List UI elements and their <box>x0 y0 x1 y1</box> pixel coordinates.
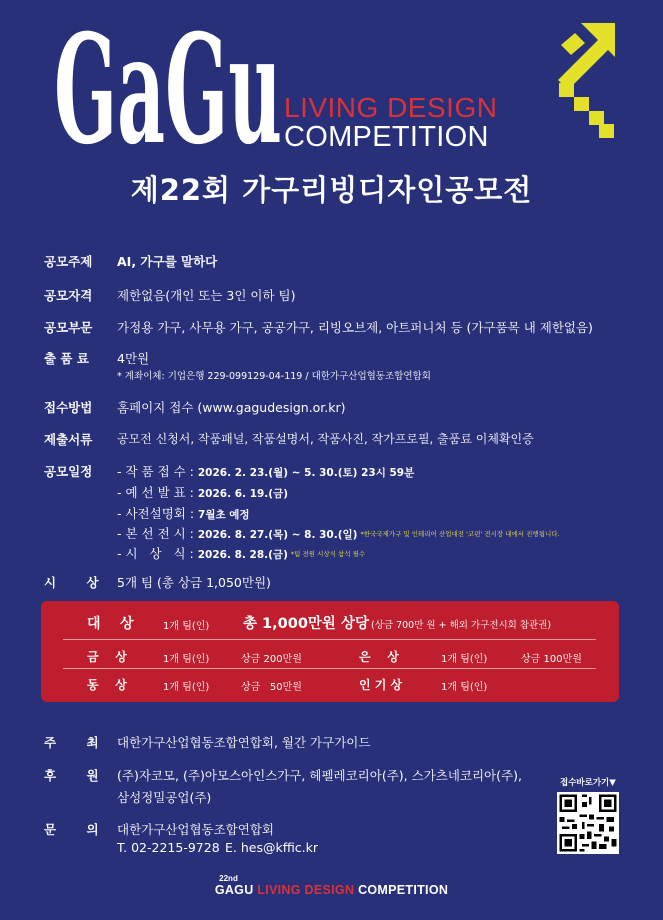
prize-grand-amount: 총 1,000만원 상당 <box>243 616 369 632</box>
value-theme: AI, 가구를 말하다 <box>117 254 218 269</box>
schedule-item: - 예 선 발 표 : 2026. 6. 19.(금) <box>117 485 289 500</box>
divider <box>63 639 596 640</box>
schedule-item: - 작 품 접 수 : 2026. 2. 23.(월) ~ 5. 30.(토) 23시 59분 <box>117 464 415 479</box>
label-organizer: 주 최 <box>44 735 99 750</box>
label-contact: 문 의 <box>44 822 99 837</box>
page-title: 제22회 가구리빙디자인공모전 <box>130 173 533 207</box>
prize-grand-detail: (상금 700만 원 + 해외 가구전시회 참관권) <box>371 620 552 631</box>
prize-popular-teams: 1개 팀(인) <box>441 682 488 693</box>
value-contact-email: E. hes@kffic.kr <box>225 840 319 855</box>
value-documents: 공모전 신청서, 작품패널, 작품설명서, 작품사진, 작가프로필, 출품료 이체확인증 <box>117 432 534 446</box>
footer <box>0 874 663 897</box>
svg-text:GaGu: GaGu <box>54 14 282 154</box>
value-awards: 5개 팀 (총 상금 1,050만원) <box>117 575 271 590</box>
gagu-logo-wordmark <box>54 14 284 154</box>
prize-grand-name: 대 상 <box>87 616 134 632</box>
prize-popular-name: 인 기 상 <box>359 678 403 692</box>
fee-account-note: * 계좌이체: 기업은행 229-099129-04-119 / 대한가구산업협동조합연합회 <box>117 371 431 382</box>
arrow-icon <box>553 23 615 138</box>
label-category: 공모부문 <box>44 320 93 335</box>
prize-gold-teams: 1개 팀(인) <box>163 654 210 665</box>
footer-living-design: LIVING DESIGN <box>257 883 355 897</box>
prize-silver-amount: 상금 100만원 <box>521 654 582 665</box>
value-method: 홈페이지 접수 (www.gagudesign.or.kr) <box>117 400 346 415</box>
prize-gold-name: 금 상 <box>87 650 127 664</box>
label-theme: 공모주제 <box>44 254 93 269</box>
value-contact-phone: T. 02-2215-9728 <box>117 840 220 855</box>
footer-competition: COMPETITION <box>358 883 449 897</box>
qr-code-icon[interactable] <box>557 792 619 854</box>
prize-bronze-name: 동 상 <box>87 678 127 692</box>
label-eligibility: 공모자격 <box>44 288 93 303</box>
value-organizer: 대한가구산업협동조합연합회, 월간 가구가이드 <box>117 735 371 750</box>
value-eligibility: 제한없음(개인 또는 3인 이하 팀) <box>117 288 296 303</box>
value-contact-org: 대한가구산업협동조합연합회 <box>117 822 274 837</box>
label-documents: 제출서류 <box>44 432 93 447</box>
value-sponsor-line1: (주)자코모, (주)아모스아인스가구, 헤펠레코리아(주), 스가츠네코리아(주), <box>117 768 522 783</box>
schedule-item: - 시 상 식 : 2026. 8. 28.(금) *팀 전원 시상식 참석 필수 <box>117 546 366 561</box>
logo-competition: COMPETITION <box>284 121 489 153</box>
value-category: 가정용 가구, 사무용 가구, 공공가구, 리빙오브제, 아트퍼니처 등 (가구품목 내 제한없음) <box>117 320 593 335</box>
prize-silver-teams: 1개 팀(인) <box>441 654 488 665</box>
label-sponsor: 후 원 <box>44 768 99 783</box>
label-schedule: 공모일정 <box>44 464 93 479</box>
prize-grand-teams: 1개 팀(인) <box>163 621 210 632</box>
footer-gagu: GAGU <box>214 883 254 897</box>
divider <box>63 668 596 669</box>
label-awards: 시 상 <box>44 575 99 590</box>
footer-edition: 22nd <box>219 874 238 883</box>
prize-bronze-teams: 1개 팀(인) <box>163 682 210 693</box>
prize-table <box>41 601 619 702</box>
value-sponsor-line2: 삼성정밀공업(주) <box>117 790 212 805</box>
logo-living-design: LIVING DESIGN <box>284 92 498 123</box>
prize-silver-name: 은 상 <box>359 650 399 664</box>
label-fee: 출 품 료 <box>44 351 89 366</box>
qr-label: 접수바로가기▼ <box>560 778 616 788</box>
prize-bronze-amount: 상금 50만원 <box>241 682 302 693</box>
value-fee: 4만원 <box>117 351 150 366</box>
prize-gold-amount: 상금 200만원 <box>241 654 302 665</box>
label-method: 접수방법 <box>44 400 93 415</box>
schedule-item: - 본 선 전 시 : 2026. 8. 27.(목) ~ 8. 30.(일) *한국국제가구 및 인테리어 산업대전 '코펀' 전시장 내에서 진행됩니다. <box>117 526 560 541</box>
schedule-item: - 사전설명회 : 7월초 예정 <box>117 506 250 521</box>
